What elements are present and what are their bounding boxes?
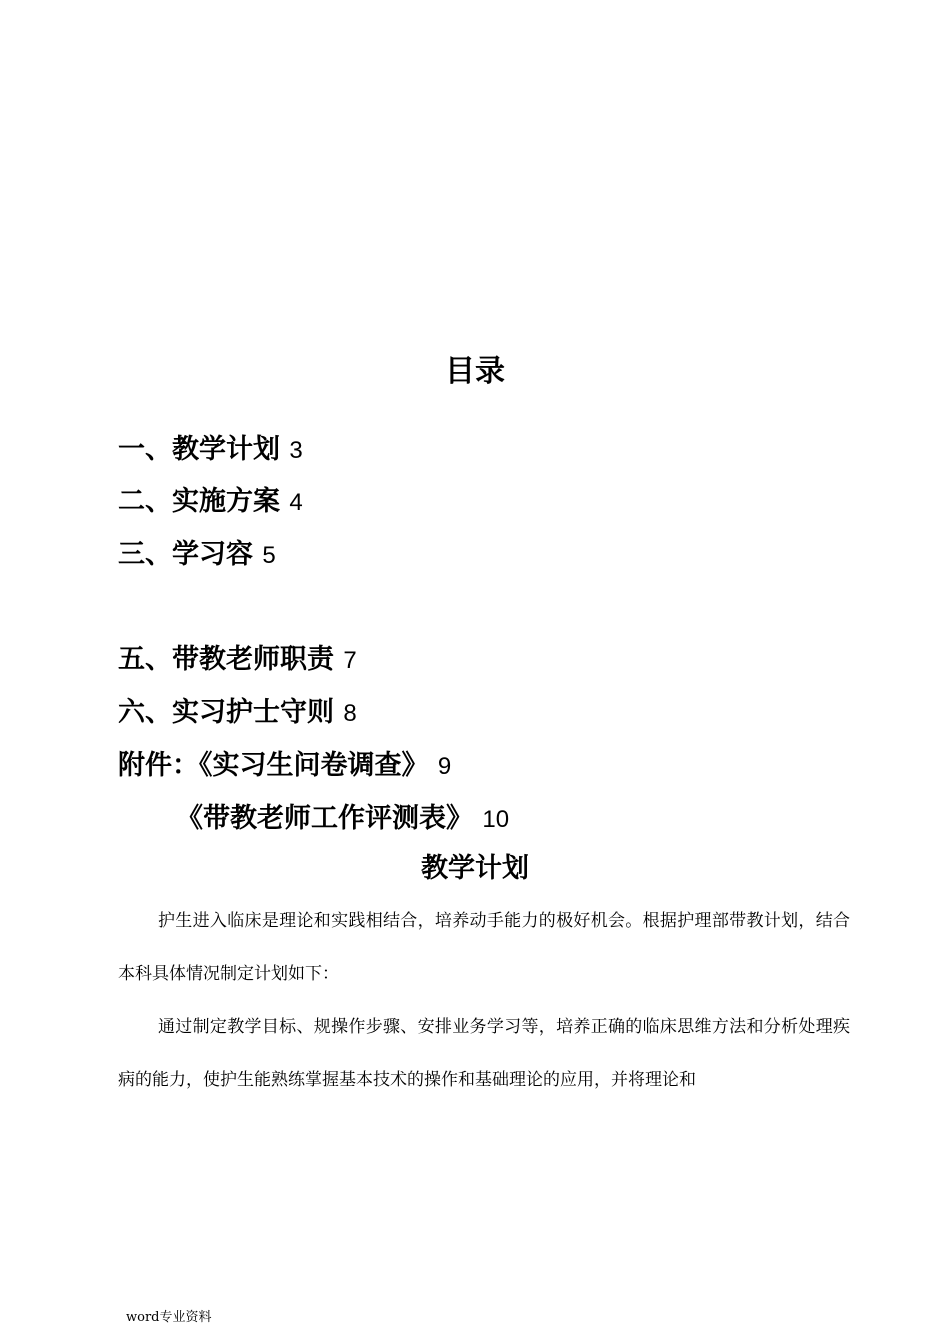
body-paragraph: 护生进入临床是理论和实践相结合，培养动手能力的极好机会。根据护理部带教计划，结合本科具体情况制定计划如下： [118,911,850,984]
toc-heading: 目录 [445,354,505,389]
toc-item-teaching-plan[interactable] [118,430,303,471]
toc-item-label: 三、学习容 [118,539,253,570]
toc-item-label: 六、实习护士守则 [118,697,334,728]
toc-item-page: 7 [343,647,357,674]
toc-item-implementation[interactable] [118,482,303,523]
toc-item-teacher-duties[interactable] [118,640,357,681]
toc-item-appendix-evaluation[interactable] [176,799,509,840]
toc-item-label: 《带教老师工作评测表》 [176,803,473,834]
toc-item-learning-content[interactable] [118,535,276,576]
toc-item-label: 附件：《实习生问卷调查》 [118,750,429,781]
section-title: 教学计划 [421,853,529,884]
toc-item-page: 4 [289,489,303,516]
page-footer: word专业资料 [126,1310,212,1325]
toc-item-page: 10 [482,806,510,833]
toc-item-page: 9 [437,753,452,780]
toc-item-page: 8 [343,700,357,727]
toc-item-label: 二、实施方案 [118,486,280,517]
toc-item-appendix-survey[interactable] [118,746,451,787]
toc-item-nurse-rules[interactable] [118,693,357,734]
toc-item-label: 一、教学计划 [118,434,280,465]
body-paragraph: 通过制定教学目标、规操作步骤、安排业务学习等，培养正确的临床思维方法和分析处理疾病的能力，使护生能熟练掌握基本技术的操作和基础理论的应用，并将理论和 [118,1017,850,1090]
toc-item-page: 3 [289,437,303,464]
toc-item-page: 5 [262,542,276,569]
toc-item-label: 五、带教老师职责 [118,644,334,675]
